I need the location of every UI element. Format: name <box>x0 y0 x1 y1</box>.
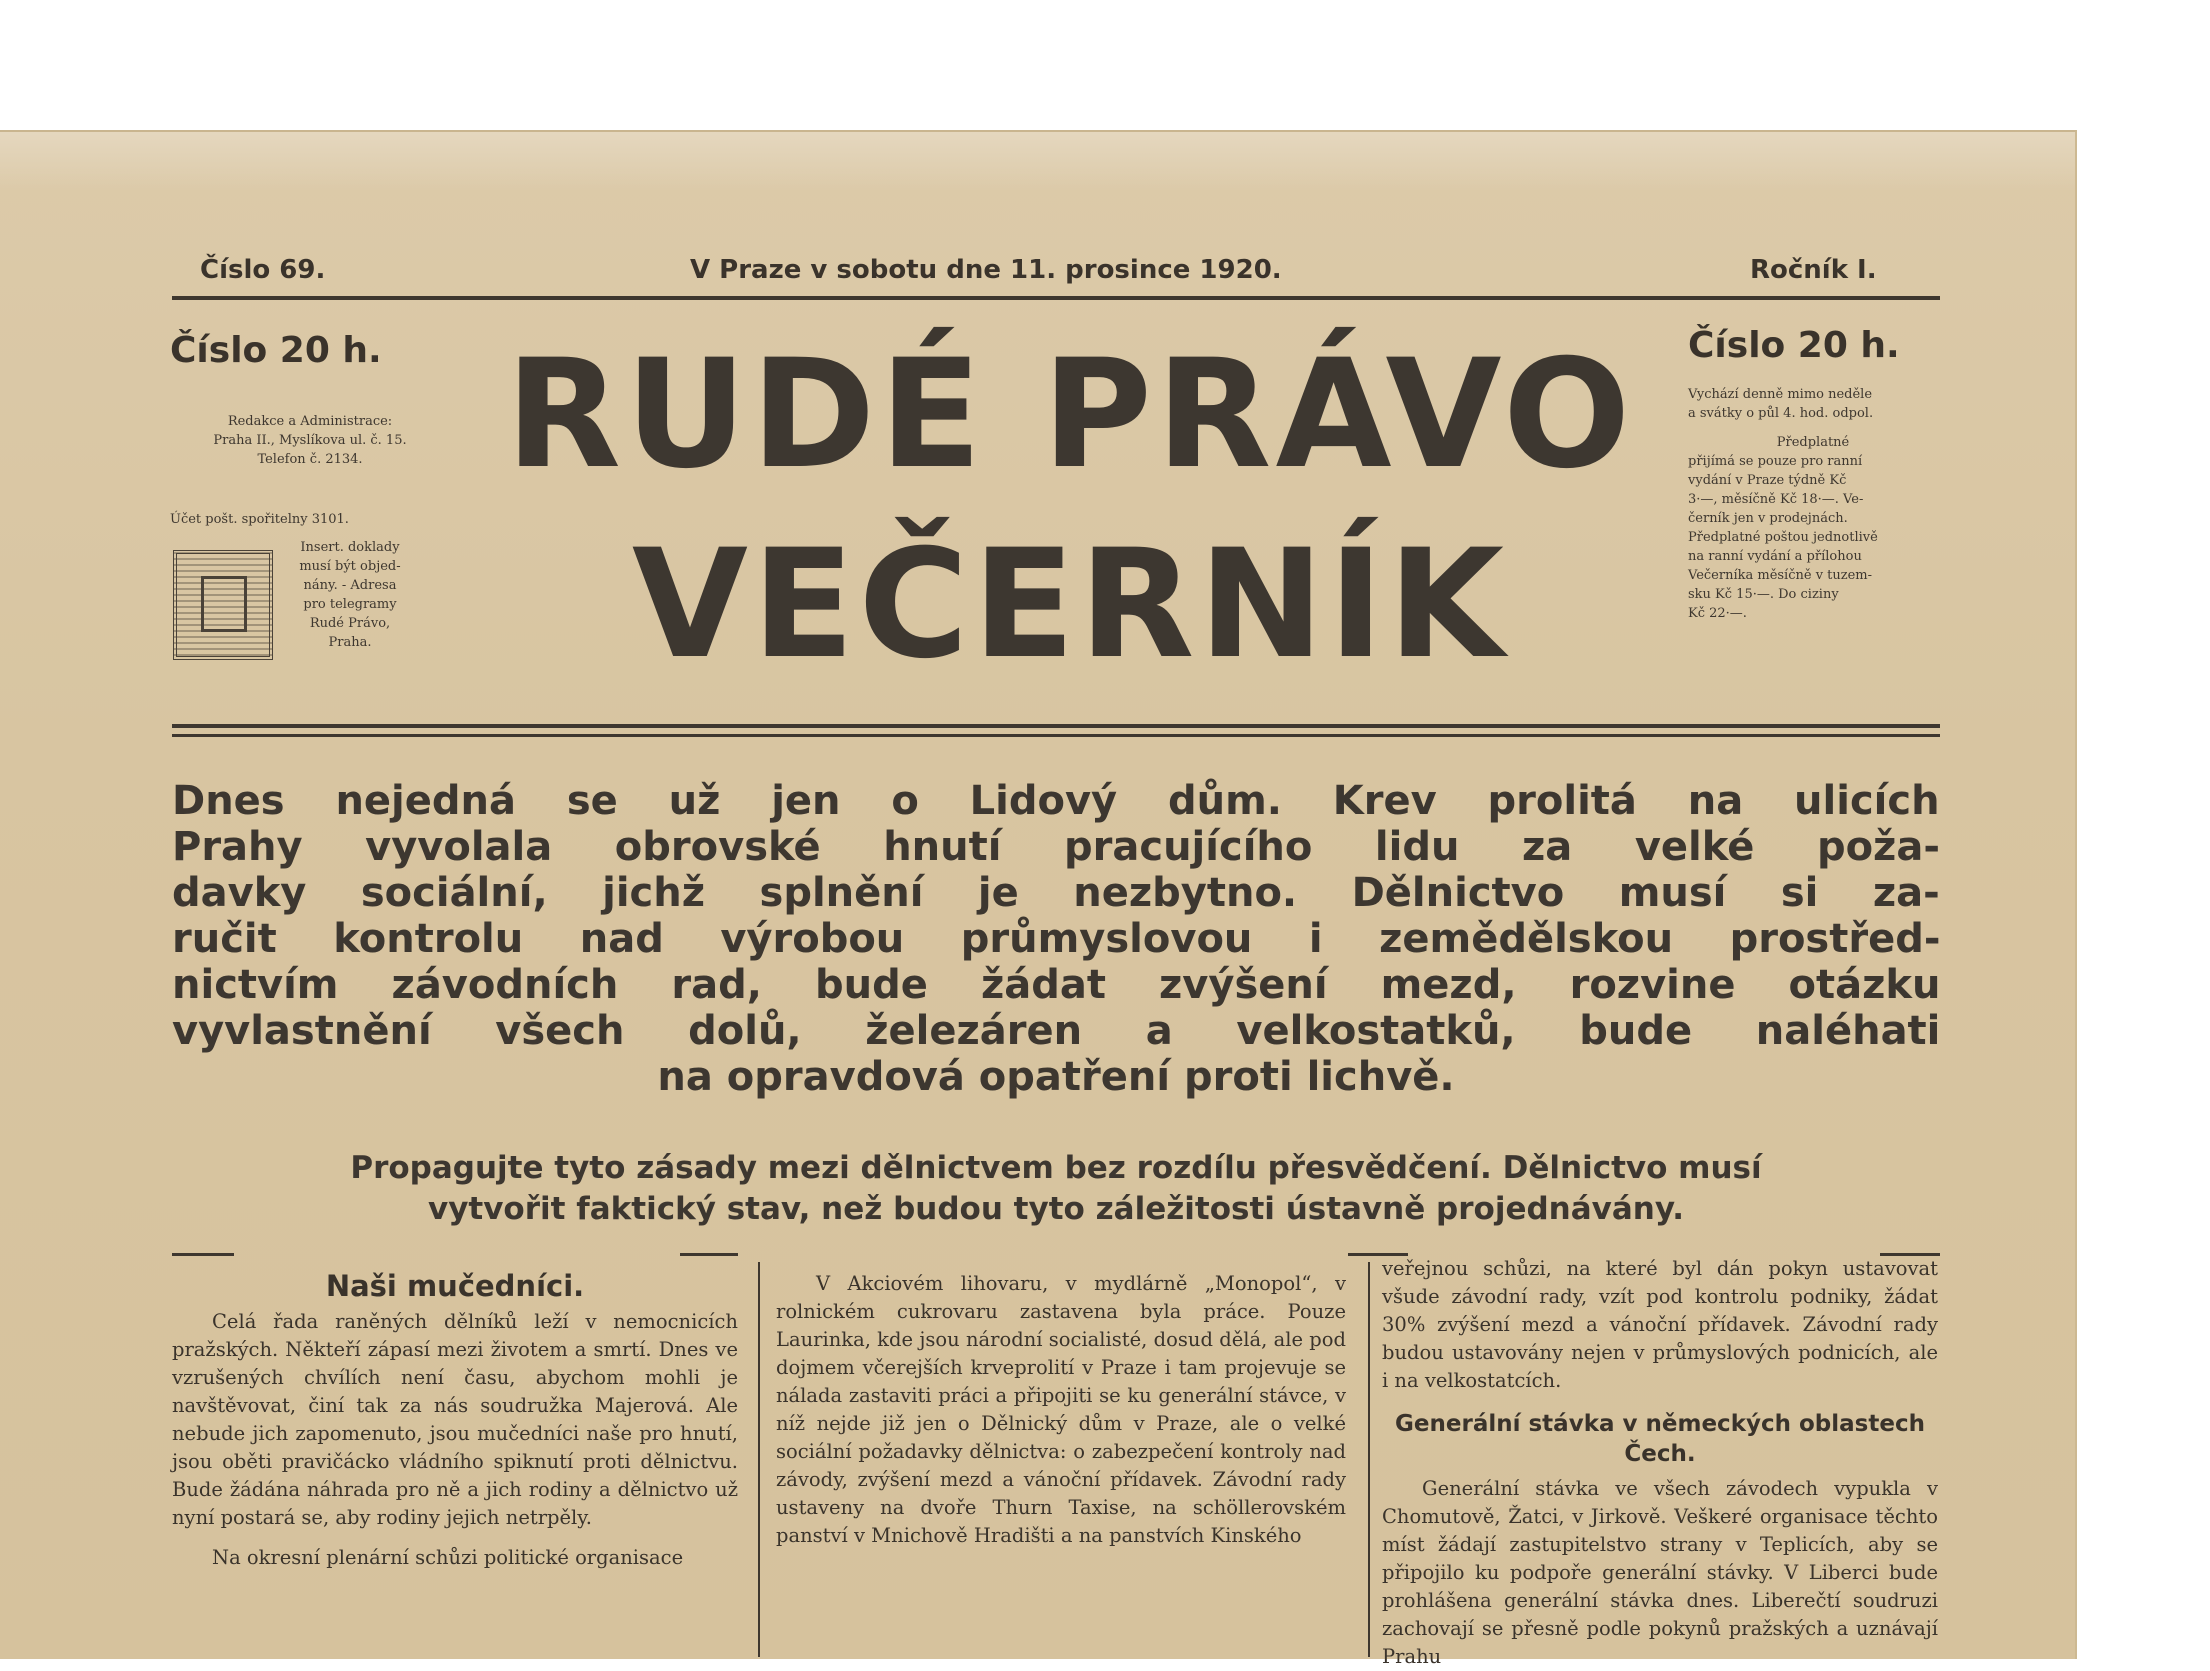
notice-line: Rudé Právo, <box>309 616 391 631</box>
article-column-3 <box>1382 1255 1938 1671</box>
column-divider <box>758 1262 760 1657</box>
title-rule-top <box>172 724 1940 728</box>
article-column-1 <box>172 1268 738 1572</box>
address-line: Telefon č. 2134. <box>257 452 363 467</box>
masthead-rule <box>172 296 1940 300</box>
article-paragraph: V Akciovém lihovaru, v mydlárně „Monopol“, v rolnickém cukrovaru zastavena byla práce. Pouze Laurinka, kde jsou národní socialisté, dosud dělá, ale pod dojmem včerejších krveprolití v Praze i tam projevuje se nálada zastaviti práci a připojiti se ku generální stávce, v níž nejde již jen o Dělnický dům v Praze, ale o velké sociální požadavky dělnictva: o zabezpečení kontroly nad závody, zvýšení mezd a vánoční přídavek. Závodní rady ustaveny na dvoře Thurn Taxise, na schöllerovském panství v Mnichově Hradišti a na panstvích Kinského <box>776 1272 1346 1547</box>
dateline: V Praze v sobotu dne 11. prosince 1920. <box>690 255 1282 285</box>
address-line: Redakce a Administrace: <box>227 414 393 429</box>
subscription-title: Předplatné <box>1776 435 1850 450</box>
subheadline-line: Propagujte tyto zásady mezi dělnictvem bez rozdílu přesvědčení. Dělnictvo musí <box>350 1150 1762 1186</box>
article-paragraph: Na okresní plenární schůzi politické organisace <box>212 1546 684 1569</box>
article-paragraph: veřejnou schůzi, na které byl dán pokyn ustavovat všude závodní rady, vzít pod kontrolu podniky, žádat 30% zvýšení mezd a vánoční přídavek. Závodní rady budou ustavovány nejen v průmyslových podnicích, ale i na velkostatcích. <box>1382 1257 1938 1392</box>
subheadline <box>172 1148 1940 1230</box>
notice-line: musí být objed- <box>299 559 401 574</box>
article-title: Naši mučedníci. <box>325 1269 585 1303</box>
subscription-line: černík jen v prodejnách. <box>1688 511 1848 526</box>
column-rule <box>172 1253 234 1256</box>
right-info <box>1688 385 1938 623</box>
subheadline-line: vytvořit faktický stav, než budou tyto záležitosti ústavně projednávány. <box>427 1191 1684 1227</box>
subscription-line: sku Kč 15·—. Do ciziny <box>1688 587 1839 602</box>
left-address <box>170 412 450 469</box>
article-column-2 <box>776 1270 1346 1550</box>
left-notice <box>280 538 420 652</box>
headline-line: Dnes nejedná se už jen o Lidový dům. Krev prolitá na ulicích <box>172 778 1940 824</box>
volume: Ročník I. <box>1750 255 1877 285</box>
subscription-line: Večerníka měsíčně v tuzem- <box>1688 568 1873 583</box>
right-price: Číslo 20 h. <box>1688 325 1900 366</box>
stamp-icon <box>173 550 273 660</box>
title-rule-bottom <box>172 734 1940 737</box>
notice-line: pro telegramy <box>303 597 397 612</box>
main-headline <box>172 778 1940 1100</box>
subscription-line: 3·—, měsíčně Kč 18·—. Ve- <box>1688 492 1864 507</box>
subscription-line: Kč 22·—. <box>1688 606 1747 621</box>
subscription-line: přijímá se pouze pro ranní <box>1688 454 1863 469</box>
title-line-1: RUDÉ PRÁVO <box>505 328 1635 502</box>
subscription-line: na ranní vydání a přílohou <box>1688 549 1862 564</box>
notice-line: Insert. doklady <box>300 540 400 555</box>
subscription-line: vydání v Praze týdně Kč <box>1688 473 1847 488</box>
column-divider <box>1368 1262 1370 1657</box>
info-line: a svátky o půl 4. hod. odpol. <box>1688 406 1874 421</box>
postal-account: Účet pošt. spořitelny 3101. <box>170 512 349 527</box>
article-paragraph: Celá řada raněných dělníků leží v nemocnicích pražských. Někteří zápasí mezi životem a smrtí. Dnes ve vzrušených chvílích není času, abychom mohli je navštěvovat, činí tak za nás soudružka Majerová. Ale nebude jich zapomenuto, jsou mučedníci naše pro hnutí, jsou oběti pravičácko vládního spiknutí proti dělnictvu. Bude žádána náhrada pro ně a jich rodiny a dělnictvo už nyní postará se, aby rodiny jejich netrpěly. <box>172 1310 738 1529</box>
info-line: Vychází denně mimo neděle <box>1688 387 1873 402</box>
headline-line: Prahy vyvolala obrovské hnutí pracujícího lidu za velké poža- <box>172 824 1940 870</box>
left-price: Číslo 20 h. <box>170 330 382 371</box>
column-rule <box>680 1253 738 1256</box>
notice-line: Praha. <box>328 635 372 650</box>
headline-line: vyvlastnění všech dolů, železáren a velkostatků, bude naléhati <box>172 1008 1941 1054</box>
article-paragraph: Generální stávka ve všech závodech vypukla v Chomutově, Žatci, v Jirkově. Veškeré organisace těchto míst žádají zastupitelstvo strany v Teplicích, aby se připojilo ku podpoře generální stávky. V Liberci bude prohlášena generální stávka dnes. Liberečtí soudruzi zachovají se přesně podle pokynů pražských a uznávají Prahu <box>1382 1477 1938 1668</box>
headline-line: na opravdová opatření proti lichvě. <box>657 1054 1455 1100</box>
subscription-line: Předplatné poštou jednotlivě <box>1688 530 1878 545</box>
headline-line: davky sociální, jichž splnění je nezbytno. Dělnictvo musí si za- <box>172 870 1940 916</box>
issue-number: Číslo 69. <box>200 255 326 285</box>
title-line-2: VEČERNÍK <box>631 518 1509 692</box>
notice-line: nány. - Adresa <box>303 578 397 593</box>
address-line: Praha II., Myslíkova ul. č. 15. <box>213 433 407 448</box>
headline-line: ručit kontrolu nad výrobou průmyslovou i zemědělskou prostřed- <box>172 916 1941 962</box>
article-title: Generální stávka v německých oblastech Čech. <box>1395 1411 1925 1467</box>
headline-line: nictvím závodních rad, bude žádat zvýšení mezd, rozvine otázku <box>172 962 1941 1008</box>
